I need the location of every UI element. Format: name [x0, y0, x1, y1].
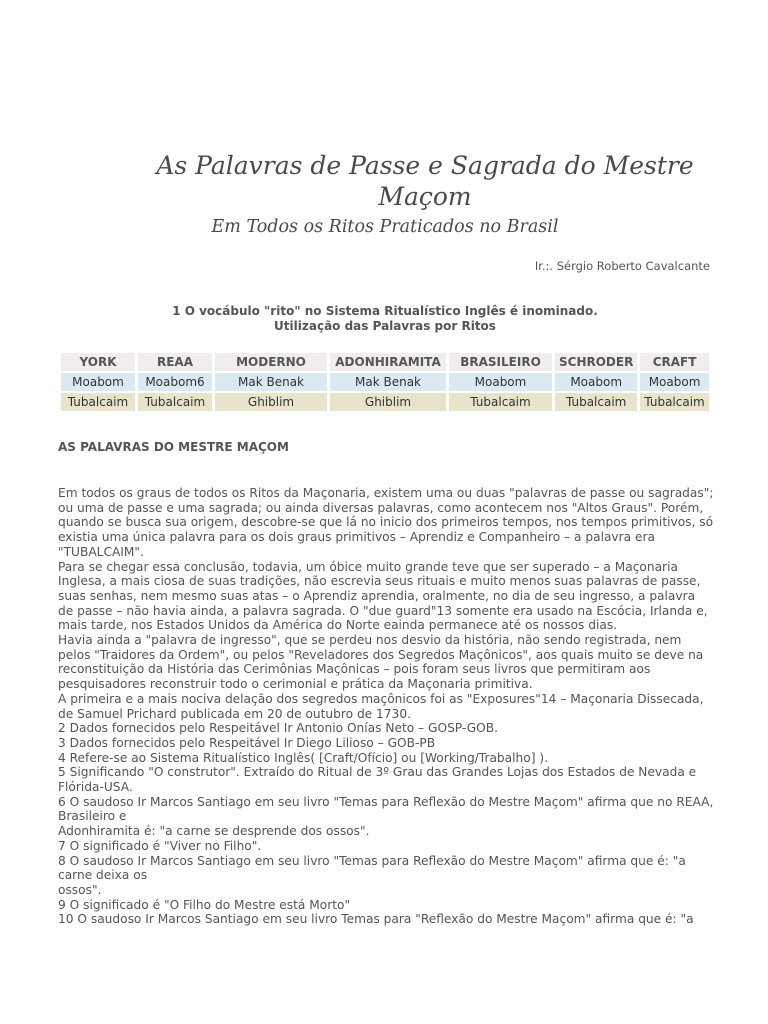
- table-header-row: [61, 353, 709, 371]
- header-adonhiramita: ADONHIRAMITA: [330, 353, 446, 371]
- paragraph: Para se chegar essa conclusão, todavia, um óbice muito grande teve que ser superado – a Maçonaria Inglesa, a mais ciosa de suas tradições, não escrevia seus rituais e muito menos suas palavras de passe, suas senhas, nem mesmo suas atas – o Aprendiz aprendia, oralmente, no dia de seu ingresso, a palavra de passe – não havia ainda, a palavra sagrada. O "due guard"13 somente era usado na Escócia, Irlanda e, mais tarde, nos Estados Unidos da América do Norte eainda permanece até os nossos dias.: [58, 559, 708, 633]
- footnote: 10 O saudoso Ir Marcos Santiago em seu livro Temas para "Reflexão do Mestre Maçom" afirma que é: "a: [58, 912, 694, 927]
- table-cell: Tubalcaim: [138, 393, 212, 411]
- header-reaa: REAA: [138, 353, 212, 371]
- table-note: [100, 304, 670, 334]
- body-text: [58, 486, 714, 927]
- note-line-1: 1 O vocábulo "rito" no Sistema Ritualístico Inglês é inominado.: [172, 304, 598, 318]
- table-cell: Moabom: [449, 373, 552, 391]
- footnote: Adonhiramita é: "a carne se desprende dos ossos".: [58, 824, 370, 839]
- table-cell: Tubalcaim: [555, 393, 637, 411]
- footnote: 4 Refere-se ao Sistema Ritualístico Inglês( [Craft/Ofício] ou [Working/Trabalho] ).: [58, 750, 548, 765]
- footnote: ossos".: [58, 882, 102, 897]
- note-line-2: Utilização das Palavras por Ritos: [274, 319, 496, 333]
- table-cell: Moabom: [640, 373, 708, 391]
- table-cell: Moabom: [61, 373, 135, 391]
- footnote: 9 O significado é "O Filho do Mestre está Morto": [58, 897, 351, 912]
- paragraph: Em todos os graus de todos os Ritos da Maçonaria, existem uma ou duas "palavras de passe ou sagradas"; ou uma de passe e uma sagrada; ou ainda diversas palavras, como acontecem nos "Altos Graus". Porém, quando se busca sua origem, descobre-se que lá no inicio dos primeiros tempos, nos tempos primitivos, só existia uma única palavra para os dois graus primitivos – Aprendiz e Companheiro – a palavra era "TUBALCAIM".: [58, 486, 714, 559]
- document-title: As Palavras de Passe e Sagrada do Mestre Maçom: [156, 151, 694, 211]
- footnote: 3 Dados fornecidos pelo Respeitável Ir Diego Lilioso – GOB-PB: [58, 735, 436, 750]
- author-line: Ir.:. Sérgio Roberto Cavalcante: [534, 259, 710, 273]
- table-cell: Mak Benak: [330, 373, 446, 391]
- header-craft: CRAFT: [640, 353, 708, 371]
- paragraph: Havia ainda a "palavra de ingresso", que se perdeu nos desvio da história, não sendo registrada, nem pelos "Traidores da Ordem", ou pelos "Reveladores dos Segredos Maçônicos", aos quais muito se deve na reconstituição da História das Cerimônias Maçônicas – pois foram seus livros que permitiram aos pesquisadores reconstruir todo o cerimonial e prática da Maçonaria primitiva.: [58, 633, 704, 692]
- section-heading: AS PALAVRAS DO MESTRE MAÇOM: [58, 440, 289, 454]
- table-cell: Mak Benak: [215, 373, 327, 391]
- footnote: 5 Significando "O construtor". Extraído do Ritual de 3º Grau das Grandes Lojas dos Estados de Nevada e Flórida-USA.: [58, 765, 697, 795]
- header-york: YORK: [61, 353, 135, 371]
- table-cell: Tubalcaim: [640, 393, 708, 411]
- header-brasileiro: BRASILEIRO: [449, 353, 552, 371]
- footnote: 8 O saudoso Ir Marcos Santiago em seu livro "Temas para Reflexão do Mestre Maçom" afirma que é: "a carne deixa os: [58, 853, 686, 883]
- table-cell: Tubalcaim: [61, 393, 135, 411]
- paragraph: A primeira e a mais nociva delação dos segredos maçônicos foi as "Exposures"14 – Maçonaria Dissecada, de Samuel Prichard publicada em 20 de outubro de 1730.: [58, 691, 704, 721]
- table-cell: Moabom: [555, 373, 637, 391]
- table-cell: Ghiblim: [330, 393, 446, 411]
- header-moderno: MODERNO: [215, 353, 327, 371]
- table-cell: Tubalcaim: [449, 393, 552, 411]
- ritos-table: [58, 351, 712, 413]
- document-subtitle: Em Todos os Ritos Praticados no Brasil: [211, 217, 559, 237]
- footnote: 2 Dados fornecidos pelo Respeitável Ir Antonio Onías Neto – GOSP-GOB.: [58, 721, 498, 736]
- header-schroder: SCHRODER: [555, 353, 637, 371]
- table-row: [61, 393, 709, 411]
- table-cell: Moabom6: [138, 373, 212, 391]
- footnote: 6 O saudoso Ir Marcos Santiago em seu livro "Temas para Reflexão do Mestre Maçom" afirma que no REAA, Brasileiro e: [58, 794, 714, 824]
- table-cell: Ghiblim: [215, 393, 327, 411]
- table-row: [61, 373, 709, 391]
- footnote: 7 O significado é "Viver no Filho".: [58, 838, 262, 853]
